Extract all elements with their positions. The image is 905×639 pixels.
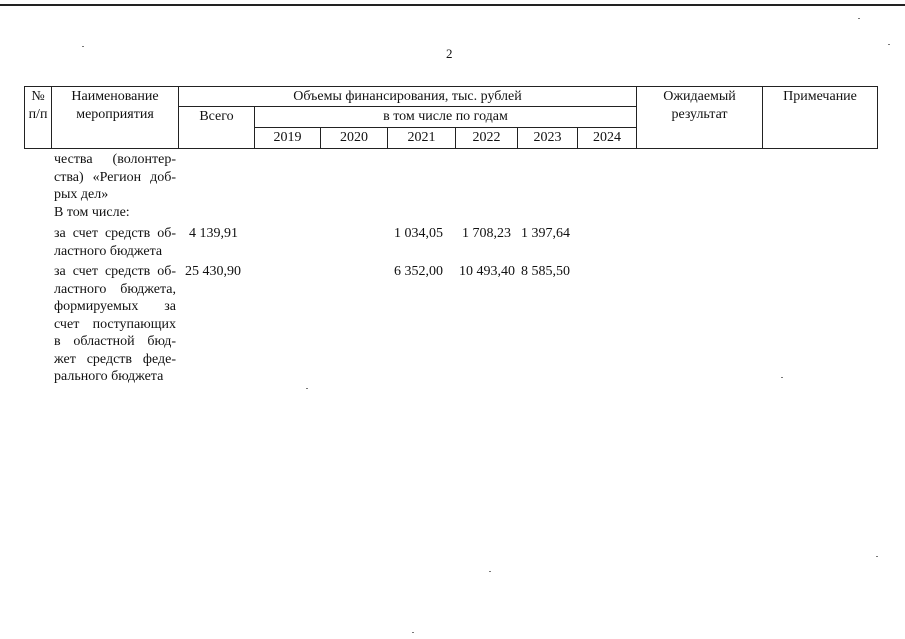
cell-total: 4 139,91 bbox=[189, 226, 238, 241]
scan-speck bbox=[858, 18, 860, 19]
scan-speck bbox=[876, 556, 878, 557]
header-bottom-border bbox=[24, 148, 878, 149]
cell-2021: 6 352,00 bbox=[394, 264, 443, 279]
header-top-border bbox=[24, 86, 878, 87]
page-number: 2 bbox=[446, 46, 453, 61]
header-year-2022: 2022 bbox=[472, 130, 501, 145]
col-border bbox=[877, 86, 878, 149]
cell-total: 25 430,90 bbox=[185, 264, 241, 279]
table-row-name: чества (волонтер-ства) «Регион доб-рых дел» bbox=[54, 152, 176, 202]
cell-2022: 1 708,23 bbox=[462, 226, 511, 241]
header-number: № п/п bbox=[28, 89, 48, 122]
cell-2021: 1 034,05 bbox=[394, 226, 443, 241]
scan-speck bbox=[888, 44, 890, 45]
top-border-line bbox=[0, 4, 905, 6]
scan-speck bbox=[781, 377, 783, 378]
cell-2023: 8 585,50 bbox=[521, 264, 570, 279]
header-by-years: в том числе по годам bbox=[383, 109, 508, 124]
header-year-2024: 2024 bbox=[593, 130, 621, 145]
header-years-divider bbox=[254, 127, 637, 128]
header-year-2021: 2021 bbox=[407, 130, 436, 145]
scan-speck bbox=[82, 46, 84, 47]
header-total: Всего bbox=[199, 109, 234, 124]
header-funding: Объемы финансирования, тыс. рублей bbox=[293, 89, 522, 104]
header-funding-divider bbox=[178, 106, 637, 107]
cell-2023: 1 397,64 bbox=[521, 226, 570, 241]
header-year-2020: 2020 bbox=[340, 130, 368, 145]
header-year-2019: 2019 bbox=[273, 130, 302, 145]
header-result: Ожидаемый результат bbox=[663, 89, 736, 122]
table-row-name: за счет средств об-ластного бюджета, формируемых за счет поступающих в областной бюд-жет средств феде-рального бюджета bbox=[54, 264, 176, 384]
scan-speck bbox=[489, 571, 491, 572]
header-note: Примечание bbox=[783, 89, 857, 104]
header-year-2023: 2023 bbox=[533, 130, 562, 145]
table-row-name: за счет средств об-ластного бюджета bbox=[54, 226, 176, 259]
scan-speck bbox=[412, 632, 414, 633]
cell-2022: 10 493,40 bbox=[459, 264, 515, 279]
table-row-name: В том числе: bbox=[54, 205, 130, 220]
header-name: Наименование мероприятия bbox=[71, 89, 159, 122]
scan-speck bbox=[306, 388, 308, 389]
